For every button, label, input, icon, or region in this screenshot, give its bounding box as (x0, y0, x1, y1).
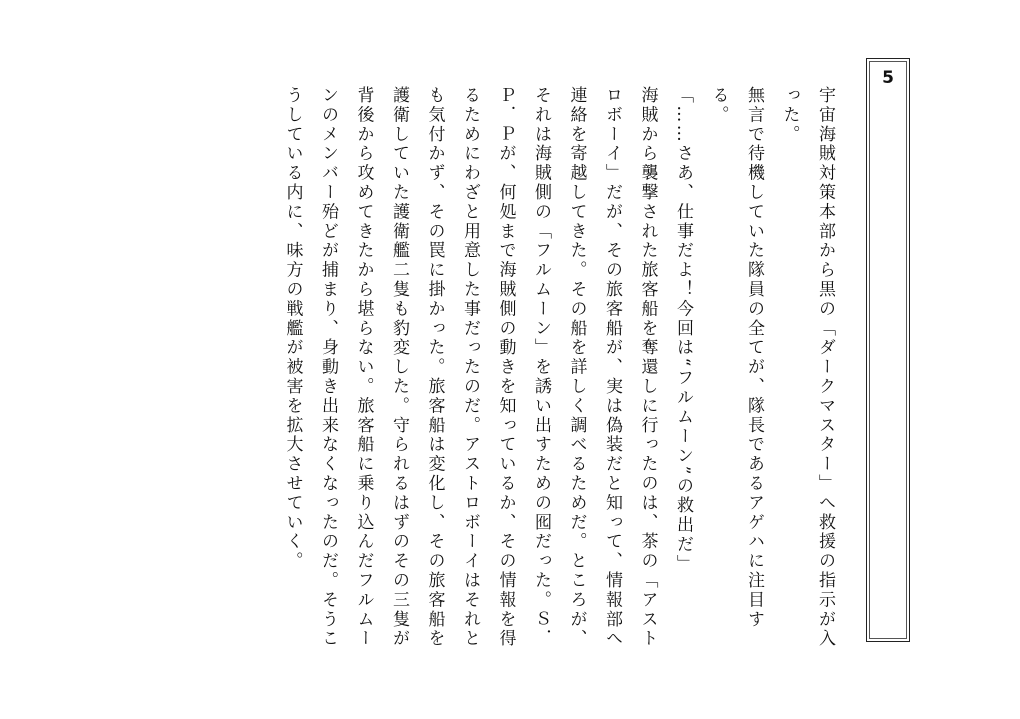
page-number-frame (866, 58, 910, 642)
paragraph: 宇宙海賊対策本部から黒の「ダークマスター」へ救援の指示が入った。 (779, 86, 835, 649)
paragraph: 海賊から襲撃された旅客船を奪還しに行ったのは、茶の「アストロボーイ」だが、その旅客船が、実は偽装だと知って、情報部へ連絡を寄越してきた。その船を詳しく調べるためだ。ところが、それは海賊側の「フルムーン」を誘い出すための囮だった。Ｓ．Ｐ．Ｐが、何処まで海賊側の動きを知っているか、その情報を得るためにわざと用意した事だったのだ。アストロボーイはそれとも気付かず、その罠に掛かった。旅客船は変化し、その旅客船を護衛していた護衛艦二隻も豹変した。守られるはずのその三隻が背後から攻めてきたから堪らない。旅客船に乗り込んだフルムーンのメンバー殆どが捕まり、身動き出来なくなったのだ。そうこうしている内に、味方の戦艦が被害を拡大させていく。 (282, 86, 658, 649)
paragraph: 無言で待機していた隊員の全てが、隊長であるアゲハに注目する。 (708, 86, 764, 630)
vertical-body-text (112, 86, 842, 666)
paragraph: 「……さあ、仕事だよ！今回は“フルムーン”の救出だ」 (673, 86, 693, 574)
page-number: 5 (882, 68, 894, 88)
